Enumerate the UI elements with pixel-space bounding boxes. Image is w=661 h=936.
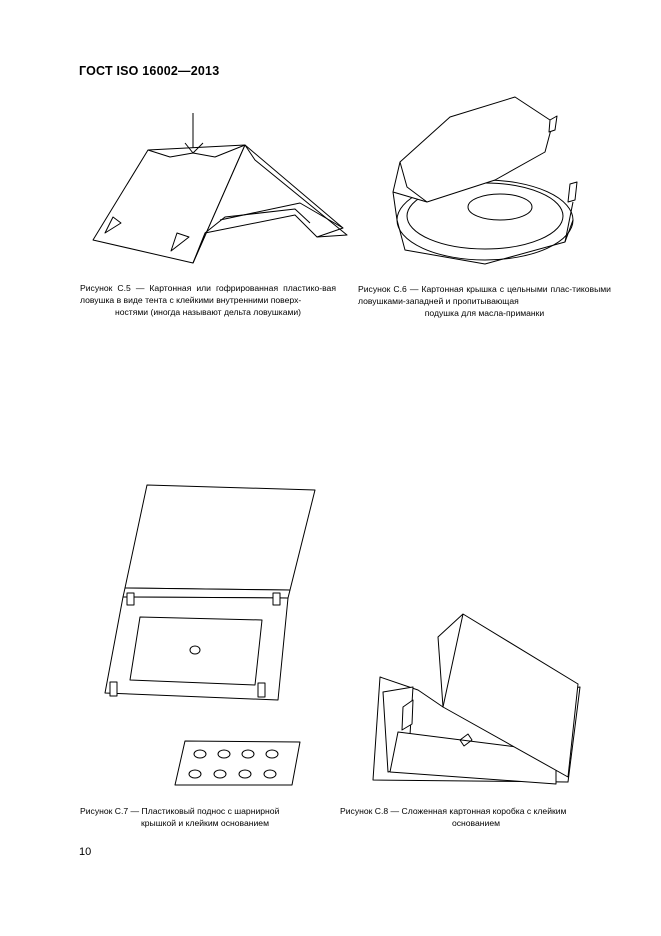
caption-figure-c6 [358, 283, 611, 319]
caption-figure-c5 [80, 282, 336, 318]
figure-c6-lid-trap [385, 92, 585, 272]
caption-c7-main: Рисунок С.7 — Пластиковый поднос с шарнирной [80, 806, 280, 816]
caption-c5-main: Рисунок С.5 — Картонная или гофрированная пластико-вая ловушка в виде тента с клейкими внутренними поверх- [80, 283, 336, 305]
caption-c6-last: подушка для масла-приманки [424, 308, 545, 318]
caption-c6-main: Рисунок С.6 — Картонная крышка с цельными плас-тиковыми ловушками-западней и пропитывающая [358, 284, 611, 306]
caption-c7-last: крышкой и клейким основанием [140, 818, 269, 828]
caption-figure-c7 [80, 805, 330, 829]
document-header: ГОСТ ISO 16002—2013 [79, 64, 220, 78]
figure-c8-cardboard-box [368, 612, 583, 792]
figure-c5-delta-trap [85, 105, 355, 270]
caption-c8-main: Рисунок С.8 — Сложенная картонная коробка с клейким [340, 806, 567, 816]
caption-c8-last: основанием [451, 818, 501, 828]
caption-c5-last: ностями (иногда называют дельта ловушками) [114, 307, 302, 317]
figure-c7-plastic-tray [100, 480, 315, 790]
caption-figure-c8 [340, 805, 612, 829]
page-number: 10 [79, 846, 92, 858]
